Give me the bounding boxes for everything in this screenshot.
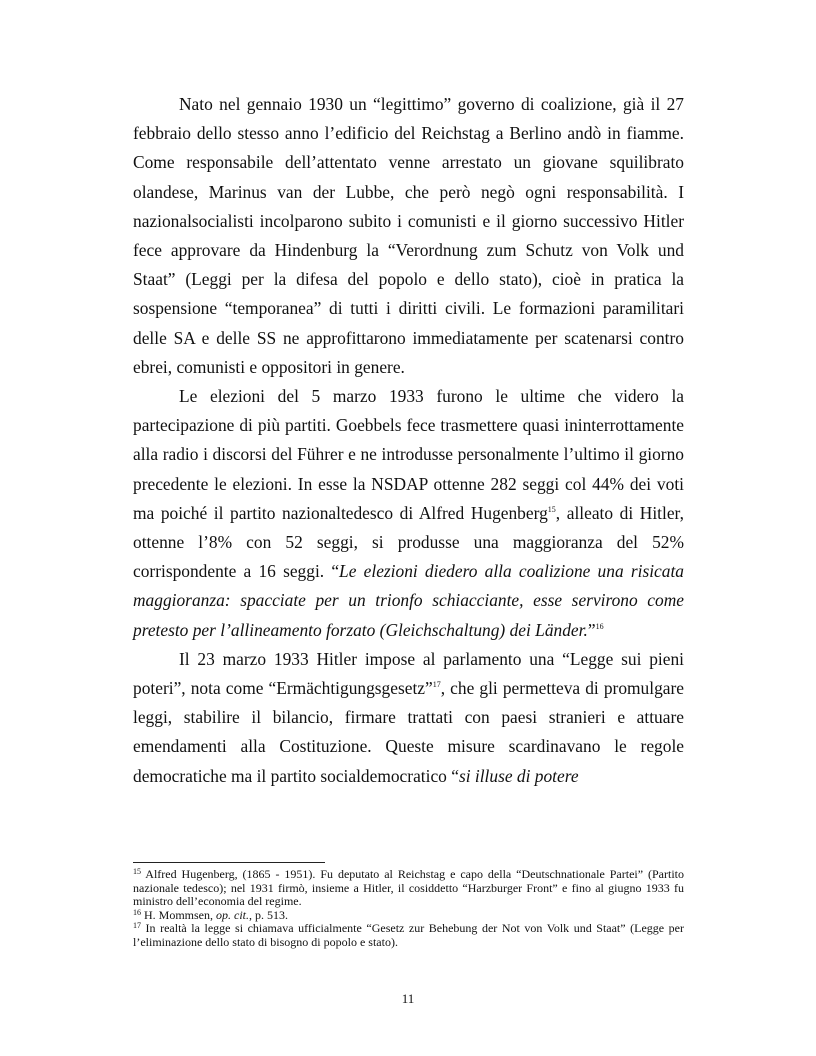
footnote-marker: 17 — [432, 680, 441, 690]
footnote-separator — [133, 862, 325, 863]
text-run: Nato nel gennaio 1930 un “legittimo” governo di coalizione, già il 27 febbraio dello stesso anno l’edificio del Reichstag a Berlino andò in fiamme. Come responsabile dell’attentato venne arrestato un giovane squilibrato olandese, Marinus van der Lubbe, che però negò ogni responsabilità. I nazionalsocialisti incolparono subito i comunisti e il giorno successivo Hitler fece approvare da Hindenburg la “Verordnung zum Schutz von Volk und Staat” (Leggi per la difesa del popolo e dello stato), cioè in pratica la sospensione “temporanea” di tutti i diritti civili. Le formazioni paramilitari delle SA e delle SS ne approfittarono immediatamente per scatenarsi contro ebrei, comunisti e oppositori in genere. — [133, 94, 684, 377]
footnote-marker: 17 — [133, 921, 141, 930]
text-run: Le elezioni del 5 marzo 1933 furono le ultime che videro la partecipazione di più partiti. Goebbels fece trasmettere quasi ininterrottamente alla radio i discorsi del Führer e ne introdusse personalmente l’ultimo il giorno precedente le elezioni. In esse la NSDAP ottenne 282 seggi col 44% dei voti ma poiché il partito nazionaltedesco di Alfred Hugenberg — [133, 386, 684, 523]
text-run: H. Mommsen, — [141, 907, 216, 922]
paragraph — [133, 90, 684, 382]
text-run: , p. 513. — [249, 907, 288, 922]
italic-text: si illuse di potere — [458, 765, 579, 786]
footnote — [133, 868, 684, 909]
italic-text: op. cit. — [216, 907, 249, 922]
main-text — [133, 90, 684, 791]
text-run: Alfred Hugenberg, (1865 - 1951). Fu deputato al Reichstag e capo della “Deutschnationale Partei” (Partito nazionale tedesco); nel 1931 firmò, insieme a Hitler, il cosiddetto “Harzburger Front” e fino al giugno 1933 fu ministro dell’economia del regime. — [133, 867, 684, 908]
text-run: ” — [587, 619, 596, 640]
text-run: , alleato di Hitler, ottenne l’8% con 52 seggi, si produsse una maggioranza del 52% corrispondente a 16 seggi. “ — [133, 502, 684, 582]
text-run: Il 23 marzo 1933 Hitler impose al parlamento una “Legge sui pieni poteri”, nota come “Ermächtigungsgesetz” — [133, 648, 684, 699]
footnotes — [133, 868, 684, 949]
page-number: 11 — [401, 991, 415, 1006]
footnote-marker: 16 — [595, 621, 604, 631]
footnote-marker: 15 — [547, 504, 556, 514]
text-run: In realtà la legge si chiamava ufficialmente “Gesetz zur Behebung der Not von Volk und Staat” (Legge per l’eliminazione dello stato di bisogno di popolo e stato). — [133, 921, 684, 949]
footnote-marker: 15 — [133, 867, 141, 876]
paragraph — [133, 382, 684, 645]
text-run: , che gli permetteva di promulgare leggi, stabilire il bilancio, firmare trattati con paesi stranieri e attuare emendamenti alla Costituzione. Queste misure scardinavano le regole democratiche ma il partito socialdemocratico “ — [133, 678, 685, 786]
paragraph — [133, 645, 684, 791]
italic-text: Le elezioni diedero alla coalizione una risicata maggioranza: spacciate per un trionfo schiacciante, esse servirono come pretesto per l’allineamento forzato (Gleichschaltung) dei Länder. — [133, 561, 684, 640]
footnote — [133, 922, 684, 949]
footnote-marker: 16 — [133, 907, 141, 917]
footnote — [133, 909, 684, 923]
